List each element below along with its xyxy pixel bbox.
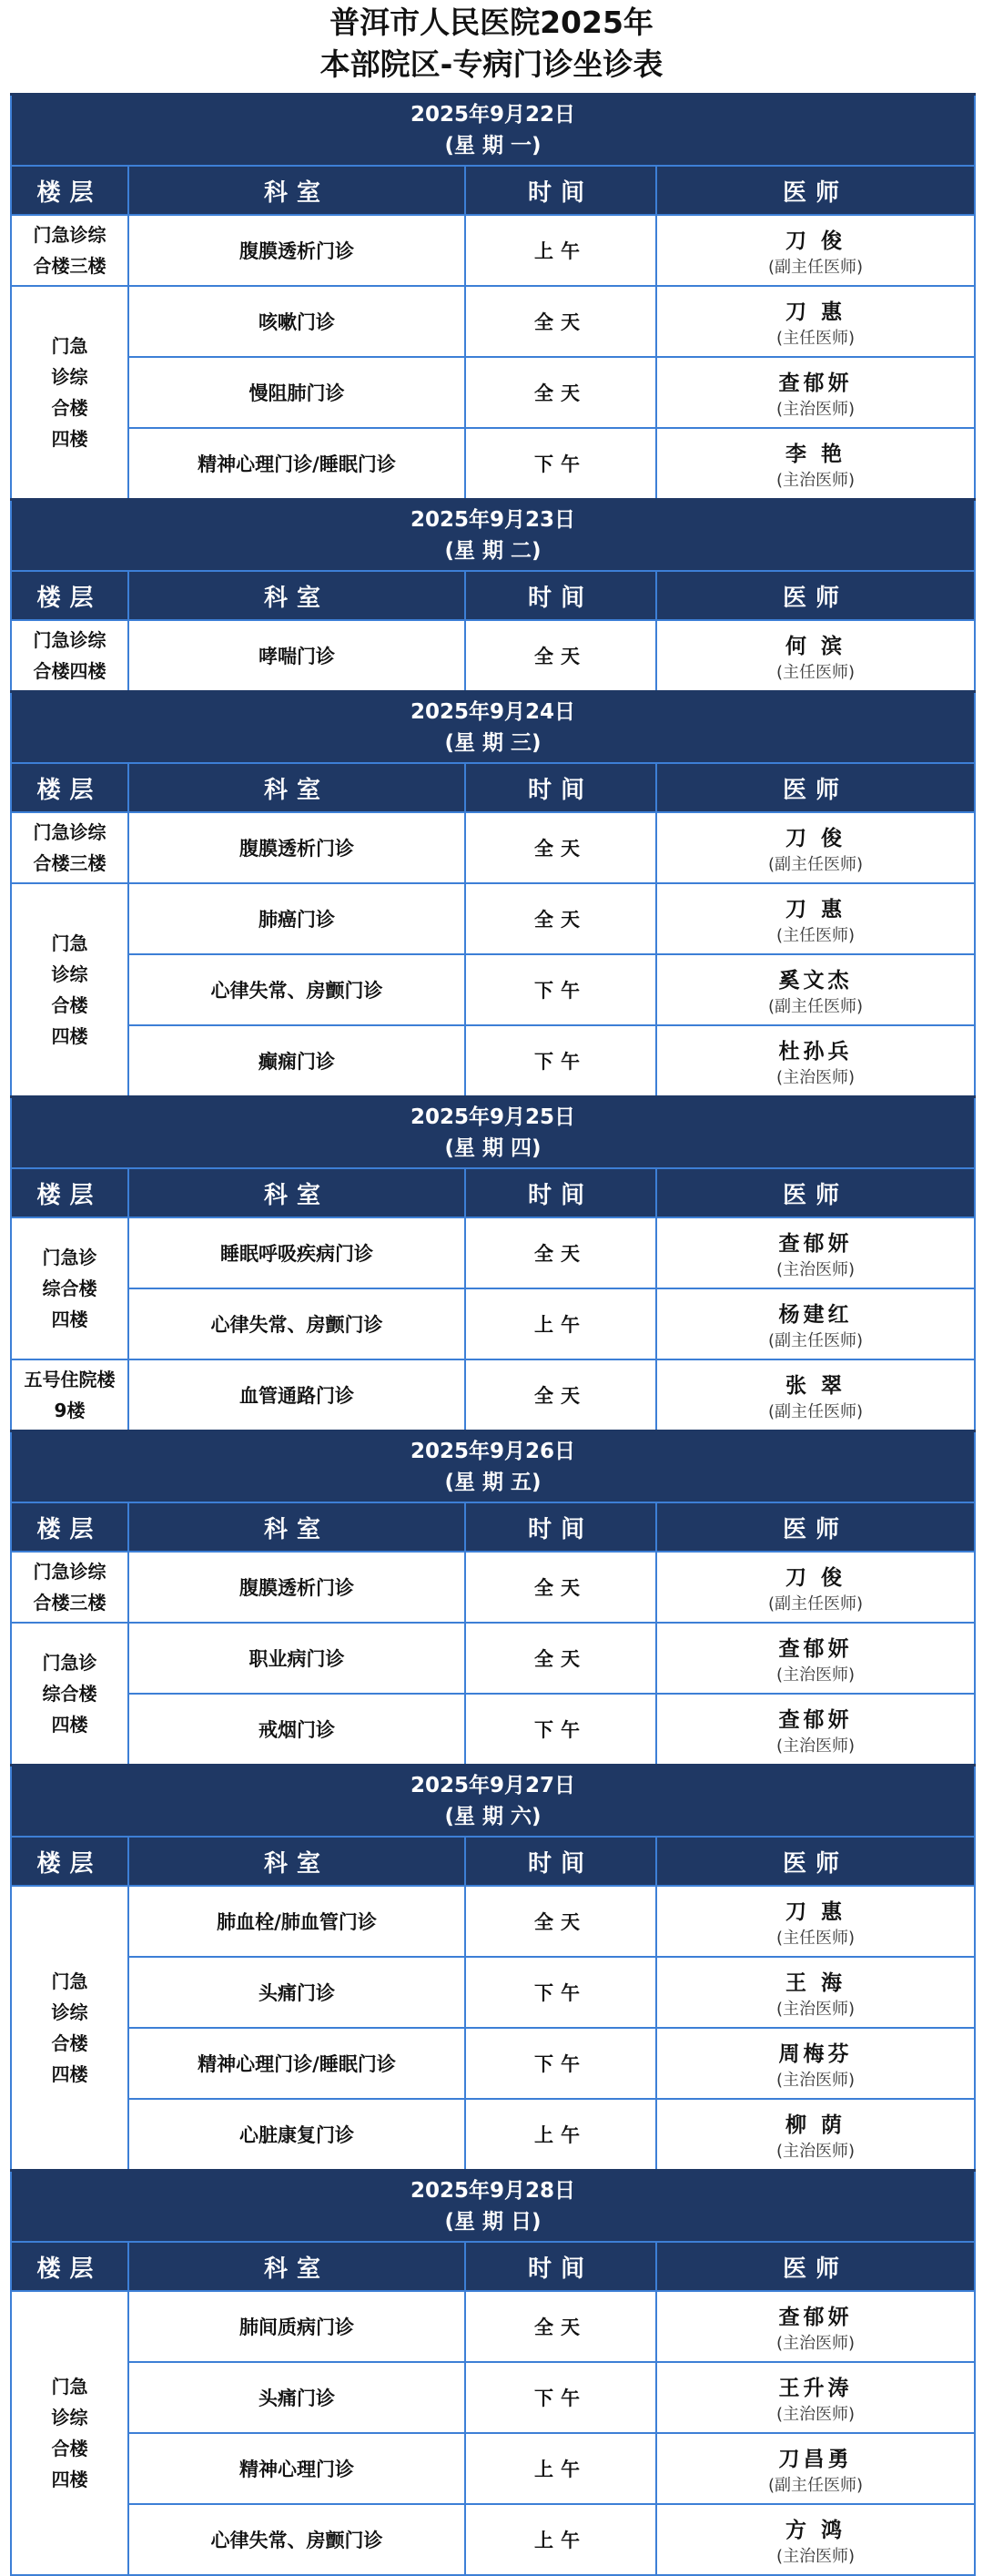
column-header: 医师 xyxy=(656,1837,975,1886)
time-cell: 上午 xyxy=(465,1288,656,1359)
column-header: 科室 xyxy=(128,1168,465,1217)
schedule xyxy=(10,93,976,2576)
column-header: 时间 xyxy=(465,166,656,215)
time-cell: 下午 xyxy=(465,428,656,500)
time-cell: 全天 xyxy=(465,286,656,357)
doctor-cell xyxy=(656,1623,975,1694)
column-header: 楼层 xyxy=(11,571,128,620)
column-header: 时间 xyxy=(465,1502,656,1552)
page-title xyxy=(0,0,983,93)
floor-cell: 门急诊综 合楼四楼 xyxy=(11,620,128,692)
doctor-rank: (主任医师) xyxy=(775,662,856,682)
column-header-row xyxy=(11,166,975,215)
doctor-rank: (主治医师) xyxy=(775,1736,856,1756)
doctor-rank: (主治医师) xyxy=(775,2546,856,2566)
column-header: 时间 xyxy=(465,1837,656,1886)
floor-cell: 五号住院楼 9楼 xyxy=(11,1359,128,1431)
doctor-name: 查郁妍 xyxy=(778,2305,853,2329)
doctor-rank: (副主任医师) xyxy=(767,257,864,277)
doctor-name: 杜孙兵 xyxy=(778,1039,853,1064)
doctor-cell xyxy=(656,1886,975,1957)
department-cell: 心律失常、房颤门诊 xyxy=(128,1288,465,1359)
department-cell: 戒烟门诊 xyxy=(128,1694,465,1766)
column-header: 楼层 xyxy=(11,1837,128,1886)
doctor-cell xyxy=(656,2362,975,2433)
doctor-cell xyxy=(656,2433,975,2504)
floor-cell: 门急诊综 合楼三楼 xyxy=(11,215,128,286)
time-cell: 全天 xyxy=(465,620,656,692)
column-header: 医师 xyxy=(656,571,975,620)
doctor-rank: (主治医师) xyxy=(775,470,856,490)
table-row xyxy=(11,2433,975,2504)
column-header-row xyxy=(11,571,975,620)
department-cell: 腹膜透析门诊 xyxy=(128,215,465,286)
doctor-name: 刀 俊 xyxy=(785,229,846,253)
table-row xyxy=(11,954,975,1025)
doctor-cell xyxy=(656,1025,975,1097)
table-row xyxy=(11,1359,975,1431)
department-cell: 心脏康复门诊 xyxy=(128,2099,465,2171)
time-cell: 全天 xyxy=(465,812,656,883)
day-header xyxy=(11,2171,975,2243)
floor-cell: 门急诊综 合楼三楼 xyxy=(11,812,128,883)
doctor-cell xyxy=(656,1552,975,1623)
doctor-rank: (副主任医师) xyxy=(767,1593,864,1614)
doctor-rank: (副主任医师) xyxy=(767,854,864,874)
doctor-rank: (主任医师) xyxy=(775,1928,856,1948)
doctor-cell xyxy=(656,1957,975,2028)
doctor-name: 刀 俊 xyxy=(785,826,846,850)
doctor-name: 刀 惠 xyxy=(785,897,846,921)
day-date: 2025年9月24日 xyxy=(410,700,576,724)
column-header: 楼层 xyxy=(11,166,128,215)
doctor-name: 刀昌勇 xyxy=(778,2447,853,2471)
table-row xyxy=(11,1886,975,1957)
doctor-name: 查郁妍 xyxy=(778,1231,853,1256)
day-weekday: (星 期 三) xyxy=(444,731,542,755)
doctor-cell xyxy=(656,1359,975,1431)
doctor-name: 王 海 xyxy=(785,1970,846,1995)
day-date: 2025年9月26日 xyxy=(410,1440,576,1463)
column-header: 医师 xyxy=(656,2242,975,2291)
title-line-2: 本部院区-专病门诊坐诊表 xyxy=(319,46,664,82)
department-cell: 心律失常、房颤门诊 xyxy=(128,954,465,1025)
doctor-name: 杨建红 xyxy=(778,1302,853,1327)
doctor-rank: (主治医师) xyxy=(775,1067,856,1087)
table-row xyxy=(11,2362,975,2433)
day-weekday: (星 期 四) xyxy=(444,1136,542,1160)
time-cell: 上午 xyxy=(465,2099,656,2171)
day-header xyxy=(11,1097,975,1169)
table-row xyxy=(11,1552,975,1623)
column-header: 医师 xyxy=(656,763,975,812)
column-header-row xyxy=(11,1168,975,1217)
doctor-rank: (副主任医师) xyxy=(767,2475,864,2495)
time-cell: 上午 xyxy=(465,2504,656,2575)
column-header: 时间 xyxy=(465,2242,656,2291)
doctor-name: 查郁妍 xyxy=(778,371,853,395)
day-date: 2025年9月27日 xyxy=(410,1774,576,1797)
doctor-cell xyxy=(656,215,975,286)
department-cell: 职业病门诊 xyxy=(128,1623,465,1694)
column-header: 楼层 xyxy=(11,2242,128,2291)
column-header: 时间 xyxy=(465,571,656,620)
column-header: 楼层 xyxy=(11,1168,128,1217)
day-weekday: (星 期 六) xyxy=(444,1805,542,1828)
doctor-name: 奚文杰 xyxy=(778,968,853,993)
doctor-cell xyxy=(656,620,975,692)
department-cell: 肺血栓/肺血管门诊 xyxy=(128,1886,465,1957)
floor-cell: 门急 诊综 合楼 四楼 xyxy=(11,883,128,1097)
doctor-name: 查郁妍 xyxy=(778,1636,853,1661)
column-header: 医师 xyxy=(656,1168,975,1217)
doctor-rank: (主治医师) xyxy=(775,1259,856,1279)
table-row xyxy=(11,2504,975,2575)
column-header: 科室 xyxy=(128,1502,465,1552)
column-header: 医师 xyxy=(656,1502,975,1552)
department-cell: 慢阻肺门诊 xyxy=(128,357,465,428)
doctor-cell xyxy=(656,2291,975,2362)
doctor-rank: (主任医师) xyxy=(775,328,856,348)
doctor-name: 张 翠 xyxy=(785,1373,846,1398)
day-date: 2025年9月23日 xyxy=(410,508,576,532)
table-row xyxy=(11,1288,975,1359)
table-row xyxy=(11,620,975,692)
doctor-cell xyxy=(656,1694,975,1766)
time-cell: 全天 xyxy=(465,1217,656,1288)
doctor-cell xyxy=(656,1288,975,1359)
schedule-table xyxy=(10,93,976,2576)
doctor-rank: (主治医师) xyxy=(775,2404,856,2424)
department-cell: 精神心理门诊/睡眠门诊 xyxy=(128,428,465,500)
department-cell: 头痛门诊 xyxy=(128,1957,465,2028)
floor-cell: 门急诊 综合楼 四楼 xyxy=(11,1623,128,1766)
time-cell: 全天 xyxy=(465,1886,656,1957)
time-cell: 下午 xyxy=(465,2362,656,2433)
doctor-name: 周梅芬 xyxy=(778,2041,853,2066)
day-header xyxy=(11,1766,975,1838)
doctor-cell xyxy=(656,428,975,500)
doctor-cell xyxy=(656,2504,975,2575)
table-row xyxy=(11,357,975,428)
time-cell: 全天 xyxy=(465,357,656,428)
day-header xyxy=(11,692,975,764)
table-row xyxy=(11,1957,975,2028)
doctor-name: 查郁妍 xyxy=(778,1707,853,1732)
doctor-name: 王升涛 xyxy=(778,2376,853,2400)
table-row xyxy=(11,1217,975,1288)
doctor-rank: (副主任医师) xyxy=(767,1401,864,1421)
doctor-rank: (主治医师) xyxy=(775,2070,856,2090)
time-cell: 下午 xyxy=(465,1025,656,1097)
table-row xyxy=(11,2291,975,2362)
department-cell: 哮喘门诊 xyxy=(128,620,465,692)
table-row xyxy=(11,215,975,286)
time-cell: 全天 xyxy=(465,2291,656,2362)
table-row xyxy=(11,1694,975,1766)
doctor-cell xyxy=(656,357,975,428)
doctor-cell xyxy=(656,883,975,954)
table-row xyxy=(11,1025,975,1097)
department-cell: 血管通路门诊 xyxy=(128,1359,465,1431)
department-cell: 肺癌门诊 xyxy=(128,883,465,954)
day-weekday: (星 期 二) xyxy=(444,539,542,563)
doctor-name: 柳 荫 xyxy=(785,2113,846,2137)
time-cell: 下午 xyxy=(465,1957,656,2028)
table-row xyxy=(11,1623,975,1694)
doctor-rank: (主治医师) xyxy=(775,1999,856,2019)
day-weekday: (星 期 日) xyxy=(444,2210,542,2234)
column-header-row xyxy=(11,1502,975,1552)
column-header: 楼层 xyxy=(11,763,128,812)
doctor-cell xyxy=(656,812,975,883)
doctor-cell xyxy=(656,286,975,357)
time-cell: 全天 xyxy=(465,1359,656,1431)
floor-cell: 门急 诊综 合楼 四楼 xyxy=(11,286,128,500)
title-line-1: 普洱市人民医院2025年 xyxy=(329,5,654,40)
doctor-name: 刀 惠 xyxy=(785,300,846,324)
table-row xyxy=(11,883,975,954)
day-header xyxy=(11,500,975,572)
table-row xyxy=(11,2028,975,2099)
department-cell: 头痛门诊 xyxy=(128,2362,465,2433)
time-cell: 全天 xyxy=(465,1552,656,1623)
column-header: 科室 xyxy=(128,571,465,620)
doctor-rank: (主任医师) xyxy=(775,925,856,945)
column-header: 时间 xyxy=(465,1168,656,1217)
day-weekday: (星 期 一) xyxy=(444,134,542,158)
time-cell: 下午 xyxy=(465,1694,656,1766)
floor-cell: 门急诊 综合楼 四楼 xyxy=(11,1217,128,1359)
department-cell: 精神心理门诊/睡眠门诊 xyxy=(128,2028,465,2099)
column-header: 医师 xyxy=(656,166,975,215)
doctor-cell xyxy=(656,954,975,1025)
doctor-name: 何 滨 xyxy=(785,634,846,658)
floor-cell: 门急 诊综 合楼 四楼 xyxy=(11,2291,128,2575)
day-header xyxy=(11,95,975,167)
column-header-row xyxy=(11,2242,975,2291)
table-row xyxy=(11,812,975,883)
time-cell: 上午 xyxy=(465,215,656,286)
department-cell: 咳嗽门诊 xyxy=(128,286,465,357)
column-header: 科室 xyxy=(128,166,465,215)
doctor-rank: (主治医师) xyxy=(775,399,856,419)
doctor-rank: (主治医师) xyxy=(775,2141,856,2161)
department-cell: 腹膜透析门诊 xyxy=(128,812,465,883)
column-header-row xyxy=(11,763,975,812)
column-header: 时间 xyxy=(465,763,656,812)
column-header-row xyxy=(11,1837,975,1886)
time-cell: 下午 xyxy=(465,954,656,1025)
doctor-name: 刀 俊 xyxy=(785,1565,846,1590)
department-cell: 睡眠呼吸疾病门诊 xyxy=(128,1217,465,1288)
department-cell: 精神心理门诊 xyxy=(128,2433,465,2504)
department-cell: 腹膜透析门诊 xyxy=(128,1552,465,1623)
day-header xyxy=(11,1431,975,1503)
time-cell: 上午 xyxy=(465,2433,656,2504)
floor-cell: 门急诊综 合楼三楼 xyxy=(11,1552,128,1623)
day-date: 2025年9月28日 xyxy=(410,2179,576,2203)
doctor-rank: (主治医师) xyxy=(775,1665,856,1685)
doctor-name: 方 鸿 xyxy=(785,2518,846,2542)
table-row xyxy=(11,428,975,500)
time-cell: 下午 xyxy=(465,2028,656,2099)
department-cell: 心律失常、房颤门诊 xyxy=(128,2504,465,2575)
doctor-rank: (副主任医师) xyxy=(767,1330,864,1350)
doctor-cell xyxy=(656,2099,975,2171)
table-row xyxy=(11,286,975,357)
day-date: 2025年9月22日 xyxy=(410,103,576,127)
doctor-cell xyxy=(656,2028,975,2099)
doctor-name: 刀 惠 xyxy=(785,1899,846,1924)
department-cell: 癫痫门诊 xyxy=(128,1025,465,1097)
department-cell: 肺间质病门诊 xyxy=(128,2291,465,2362)
doctor-rank: (副主任医师) xyxy=(767,996,864,1016)
doctor-rank: (主治医师) xyxy=(775,2333,856,2353)
column-header: 科室 xyxy=(128,1837,465,1886)
column-header: 科室 xyxy=(128,763,465,812)
column-header: 科室 xyxy=(128,2242,465,2291)
doctor-name: 李 艳 xyxy=(785,442,846,466)
time-cell: 全天 xyxy=(465,1623,656,1694)
doctor-cell xyxy=(656,1217,975,1288)
day-weekday: (星 期 五) xyxy=(444,1471,542,1494)
column-header: 楼层 xyxy=(11,1502,128,1552)
table-row xyxy=(11,2099,975,2171)
day-date: 2025年9月25日 xyxy=(410,1105,576,1129)
floor-cell: 门急 诊综 合楼 四楼 xyxy=(11,1886,128,2171)
time-cell: 全天 xyxy=(465,883,656,954)
